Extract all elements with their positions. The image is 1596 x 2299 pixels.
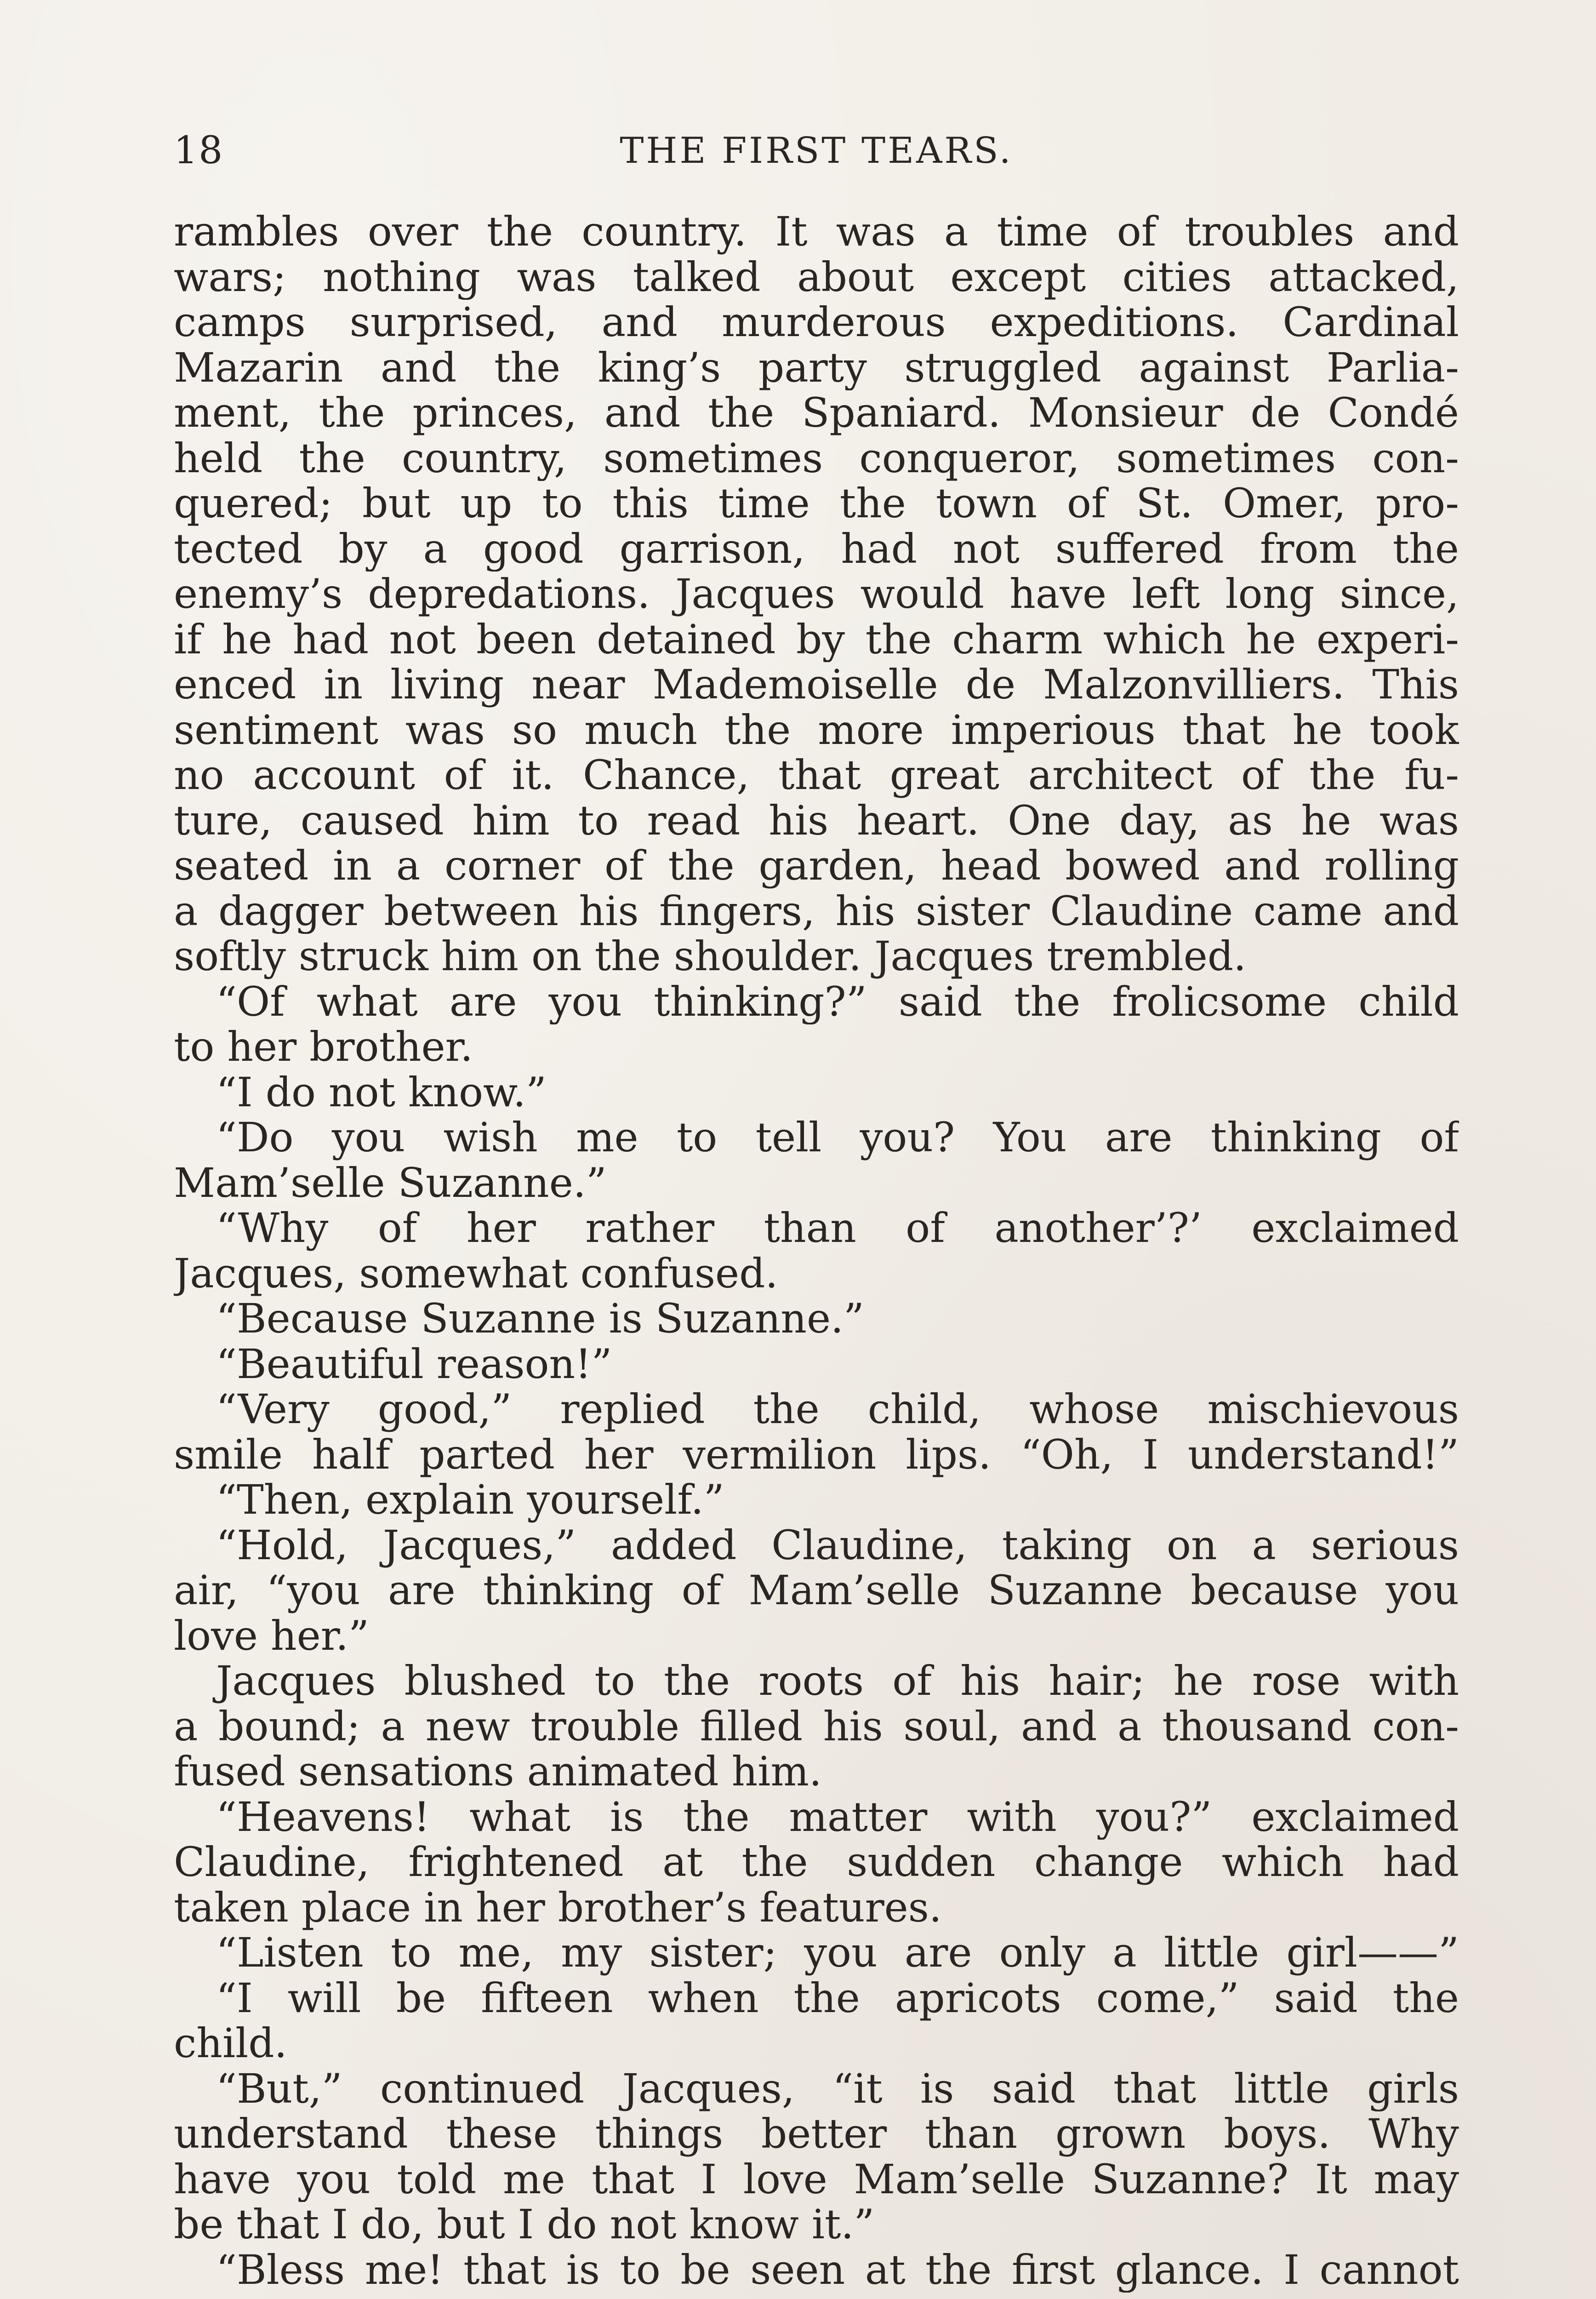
text-line: taken place in her brother’s features.	[174, 1885, 942, 1930]
text-line: Mazarin and the king’s party struggled against Parlia-	[174, 345, 1459, 390]
text-line: held the country, sometimes conqueror, sometimes con-	[174, 435, 1459, 481]
text-line: “I will be fifteen when the apricots come,” said the	[216, 1975, 1459, 2021]
text-line: “Beautiful reason!”	[216, 1341, 612, 1387]
text-line: to her brother.	[174, 1024, 473, 1070]
text-line: ture, caused him to read his heart. One day, as he was	[174, 798, 1459, 843]
text-line: “Why of her rather than of another’?’ exclaimed	[216, 1206, 1459, 1251]
text-line: “Heavens! what is the matter with you?” exclaimed	[216, 1794, 1459, 1840]
running-title: THE FIRST TEARS.	[620, 130, 1013, 172]
text-line: “Bless me! that is to be seen at the first glance. I cannot	[216, 2247, 1459, 2293]
text-line: quered; but up to this time the town of St. Omer, pro-	[174, 481, 1459, 526]
page-number: 18	[174, 129, 224, 172]
text-line: if he had not been detained by the charm which he experi-	[174, 617, 1459, 662]
text-line: be that I do, but I do not know it.”	[174, 2202, 875, 2248]
text-line: “I do not know.”	[216, 1069, 547, 1115]
text-line: “Very good,” replied the child, whose mischievous	[216, 1387, 1459, 1432]
text-line: Claudine, frightened at the sudden change which had	[174, 1840, 1459, 1885]
text-line: rambles over the country. It was a time of troubles and	[174, 209, 1459, 255]
text-line: smile half parted her vermilion lips. “Oh, I understand!”	[174, 1432, 1459, 1477]
text-line: no account of it. Chance, that great architect of the fu-	[174, 753, 1459, 798]
text-line: “Do you wish me to tell you? You are thinking of	[216, 1115, 1459, 1161]
text-line: enced in living near Mademoiselle de Malzonvilliers. This	[174, 662, 1459, 708]
text-line: have you told me that I love Mam’selle Suzanne? It may	[174, 2156, 1459, 2202]
text-line: “But,” continued Jacques, “it is said that little girls	[216, 2066, 1459, 2111]
text-line: a bound; a new trouble filled his soul, and a thousand con-	[174, 1704, 1459, 1749]
text-line: air, “you are thinking of Mam’selle Suzanne because you	[174, 1568, 1459, 1613]
text-line: “Then, explain yourself.”	[216, 1477, 724, 1523]
text-line: love her.”	[174, 1613, 370, 1658]
text-line: Mam’selle Suzanne.”	[174, 1160, 607, 1206]
text-line: Jacques blushed to the roots of his hair; he rose with	[216, 1658, 1459, 1704]
text-line: fused sensations animated him.	[174, 1749, 822, 1795]
body-text	[174, 209, 1459, 2299]
page-header	[174, 123, 1459, 178]
text-line: “Hold, Jacques,” added Claudine, taking on a serious	[216, 1522, 1459, 1568]
text-line: camps surprised, and murderous expeditions. Cardinal	[174, 300, 1459, 345]
text-line: softly struck him on the shoulder. Jacques trembled.	[174, 934, 1247, 979]
text-line: Jacques, somewhat confused.	[174, 1251, 778, 1296]
text-line: ment, the princes, and the Spaniard. Monsieur de Condé	[174, 390, 1459, 436]
text-line: understand these things better than grown boys. Why	[174, 2111, 1459, 2157]
text-line: tected by a good garrison, had not suffered from the	[174, 526, 1459, 572]
text-line: child.	[174, 2021, 287, 2066]
text-line: wars; nothing was talked about except cities attacked,	[174, 254, 1459, 300]
text-line: enemy’s depredations. Jacques would have left long since,	[174, 572, 1459, 617]
text-line: “Because Suzanne is Suzanne.”	[216, 1296, 865, 1342]
text-line: sentiment was so much the more imperious that he took	[174, 707, 1459, 753]
text-line: a dagger between his fingers, his sister Claudine came and	[174, 888, 1459, 934]
text-line: “Of what are you thinking?” said the frolicsome child	[216, 979, 1459, 1024]
text-line: seated in a corner of the garden, head bowed and rolling	[174, 843, 1459, 889]
text-line: “Listen to me, my sister; you are only a little girl——”	[216, 1930, 1459, 1976]
